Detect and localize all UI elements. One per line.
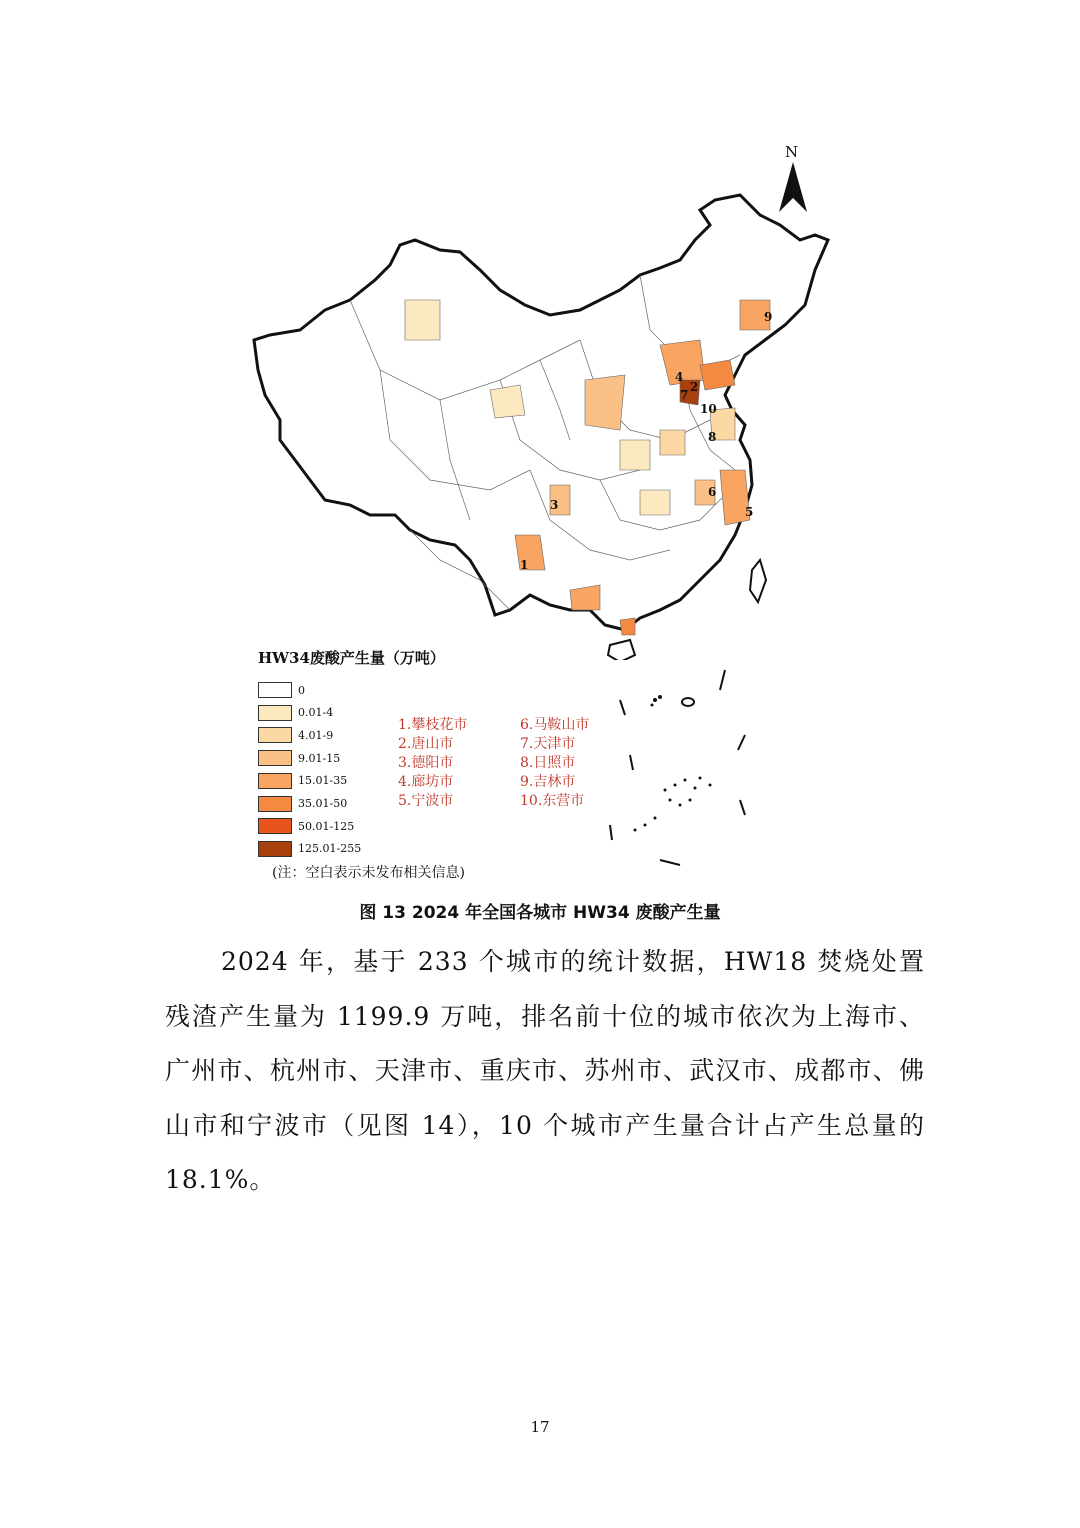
city-list-right [520,716,589,811]
city-item: 4.廊坊市 [398,774,454,790]
legend-item [258,704,333,722]
marker-7: 7 [680,388,689,402]
china-outline-map [240,140,840,660]
page-number: 17 [530,1418,550,1436]
city-item: 2.唐山市 [398,736,454,752]
marker-5: 5 [745,505,754,519]
paragraph-text: 2024 年，基于 233 个城市的统计数据，HW18 焚烧处置残渣产生量为 1199.9 万吨，排名前十位的城市依次为上海市、广州市、杭州市、天津市、重庆市、苏州市、武汉市、成都市、佛山市和宁波市（见图 14），10 个城市产生量合计占产生总量的 18.1%。 [165,947,925,1194]
legend-label: 125.01-255 [298,842,362,856]
city-item: 7.天津市 [520,736,576,752]
legend-swatch [258,727,292,743]
marker-9: 9 [764,310,773,324]
legend-swatch [258,705,292,721]
legend-item [258,772,347,790]
marker-1: 1 [520,558,529,572]
city-item: 10.东营市 [520,793,585,809]
legend-label: 35.01-50 [298,797,348,810]
legend-label: 0 [298,683,305,697]
city-item: 9.吉林市 [520,774,576,790]
legend-item [258,795,347,813]
legend-item [258,749,340,767]
north-label: N [785,143,799,161]
marker-10: 10 [700,402,717,416]
marker-3: 3 [550,498,559,512]
body-paragraph [165,935,925,1208]
legend-swatch [258,818,292,834]
legend-swatch [258,796,292,812]
city-item: 8.日照市 [520,755,576,771]
city-item: 6.马鞍山市 [520,717,590,733]
marker-2: 2 [690,380,699,394]
legend-item [258,840,361,858]
marker-6: 6 [708,485,717,499]
legend-swatch [258,773,292,789]
legend-title: HW34废酸产生量（万吨） [258,649,445,667]
legend-note: (注：空白表示未发布相关信息) [272,865,465,881]
taiwan-outline [750,560,766,602]
legend-swatch [258,841,292,857]
legend-label: 4.01-9 [298,728,334,742]
marker-8: 8 [708,430,717,444]
city-item: 3.德阳市 [398,755,454,771]
city-item: 5.宁波市 [398,793,454,809]
legend-label: 9.01-15 [298,751,341,765]
city-item: 1.攀枝花市 [398,717,468,733]
legend-label: 50.01-125 [298,819,355,833]
legend-swatch [258,750,292,766]
hainan-outline [608,640,635,660]
marker-4: 4 [675,370,684,384]
legend-item [258,681,305,699]
legend-item [258,726,333,744]
legend-label: 15.01-35 [298,774,348,788]
city-list-left [398,716,467,811]
north-arrow-icon [775,140,811,220]
figure-caption: 图 13 2024 年全国各城市 HW34 废酸产生量 [359,903,721,923]
legend-swatch [258,682,292,698]
legend-label: 0.01-4 [298,706,334,720]
south-sea-islands [600,660,750,880]
legend-item [258,817,354,835]
